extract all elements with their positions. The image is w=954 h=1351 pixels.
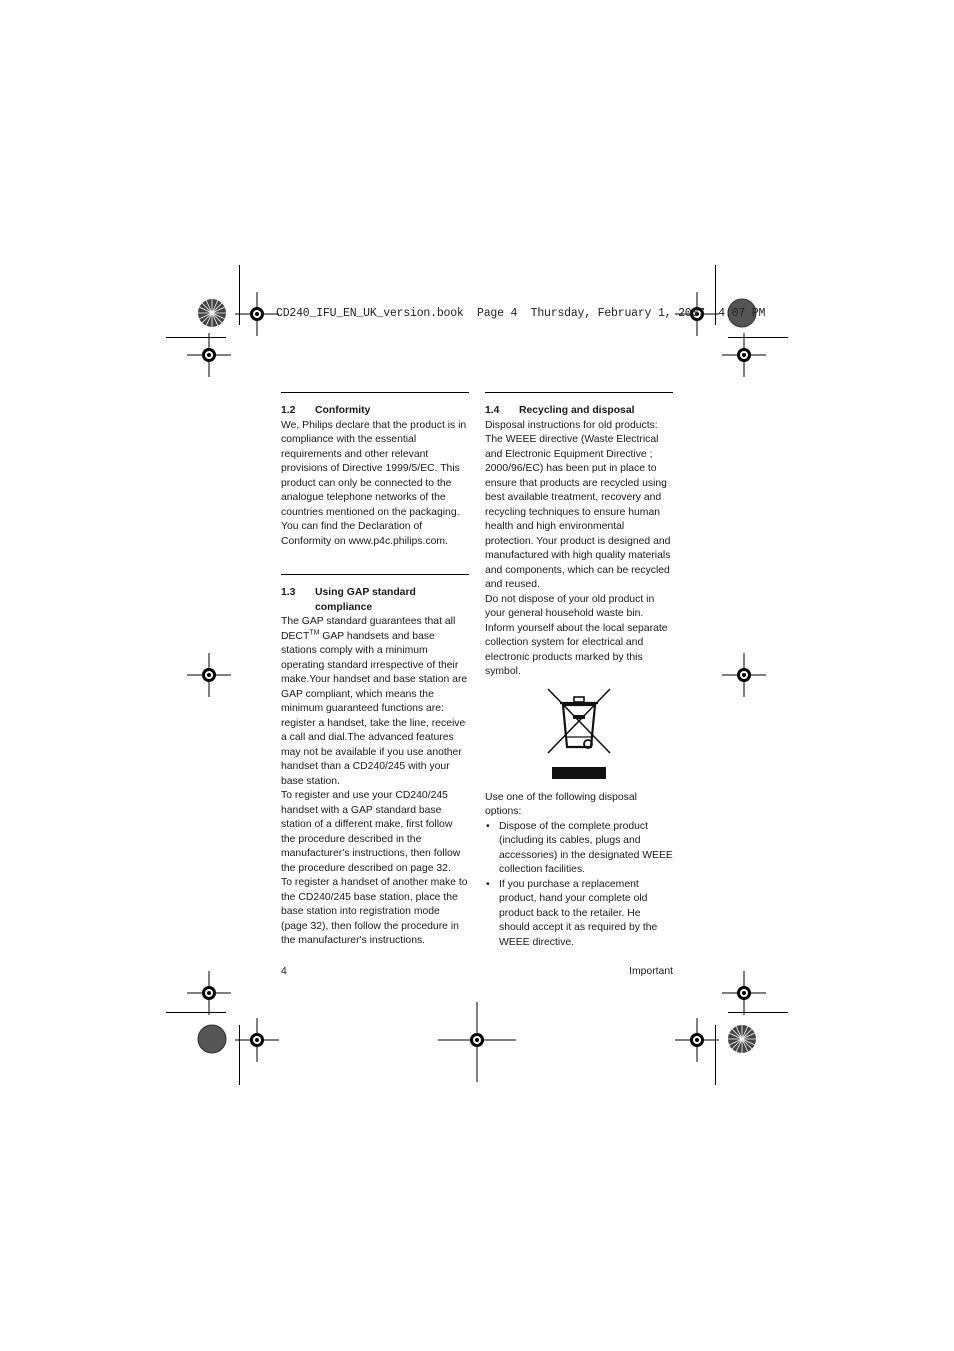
- text-run: GAP handsets and base stations comply with a minimum operating standard irrespective of their make.Your handset and base station are GAP compliant, which means the minimum guaranteed functions are:: [281, 630, 468, 714]
- section-title: Recycling and disposal: [519, 405, 635, 416]
- star-target-icon: [727, 1024, 757, 1054]
- bullet: •: [486, 820, 490, 832]
- left-column: [281, 392, 469, 949]
- registration-mark-icon: [235, 292, 279, 336]
- bullet: •: [486, 878, 490, 890]
- print-header: CD240_IFU_EN_UK_version.book Page 4 Thursday, February 1, 2007 4:07 PM: [276, 307, 766, 320]
- section-rule: [485, 392, 673, 393]
- registration-mark-icon: [675, 1018, 719, 1062]
- registration-mark-icon: [722, 971, 766, 1015]
- section-number: 1.3: [281, 587, 296, 598]
- registration-mark-icon: [187, 971, 231, 1015]
- registration-mark-icon: [235, 1018, 279, 1062]
- list-item-text: If you purchase a replacement product, hand your complete old product back to the retailer. He should accept it as required by the WEEE directive.: [499, 878, 658, 948]
- section-number: 1.4: [485, 405, 500, 416]
- section-title: Conformity: [315, 405, 371, 416]
- section-heading-conformity: [281, 404, 469, 419]
- list-item: [485, 820, 673, 878]
- registration-mark-icon: [722, 653, 766, 697]
- text-run: The GAP standard guarantees that all DECT: [281, 616, 456, 642]
- section-number: 1.2: [281, 405, 296, 416]
- paragraph: We, Philips declare that the product is in compliance with the essential requirements and other relevant provisions of Directive 1999/5/EC. This product can only be connected to the analogue telephone networks of the countries mentioned on the packaging.: [281, 419, 467, 518]
- paragraph: You can find the Declaration of Conformity on www.p4c.philips.com.: [281, 521, 448, 547]
- paragraph: register a handset, take the line, receive a call and dial.The advanced features may not be available if you use another handset than a CD240/245 with your base station.: [281, 717, 466, 787]
- paragraph: To register and use your CD240/245 handset with a GAP standard base station of a different make, first follow the procedure described in the manufacturer's instructions, then follow the procedure described on page 32.: [281, 790, 461, 874]
- section-title: Using GAP standard compliance: [315, 587, 416, 613]
- paragraph: Inform yourself about the local separate collection system for electrical and electronic products marked by this symbol.: [485, 622, 668, 677]
- page-number: 4: [281, 966, 287, 977]
- registration-mark-icon: [722, 333, 766, 377]
- section-rule: [281, 574, 469, 575]
- halftone-target-icon: [197, 1024, 227, 1054]
- section-heading-gap: [281, 586, 469, 615]
- registration-mark-icon: [438, 1002, 516, 1082]
- section-heading-recycling: [485, 404, 673, 419]
- right-column: [485, 392, 673, 950]
- list-item: [485, 878, 673, 951]
- list-item-text: Dispose of the complete product (including its cables, plugs and accessories) in the designated WEEE collection facilities.: [499, 820, 673, 875]
- star-target-icon: [197, 298, 227, 328]
- section-rule: [281, 392, 469, 393]
- paragraph: Do not dispose of your old product in your general household waste bin.: [485, 593, 655, 619]
- crossed-out-wheeled-bin-icon: [546, 687, 612, 781]
- superscript: TM: [309, 629, 320, 637]
- paragraph: Disposal instructions for old products: The WEEE directive (Waste Electrical and Electronic Equipment Directive ; 2000/96/EC) has been put in place to ensure that products are recycled using best available treatment, recovery and recycling techniques to ensure human health and high environmental protection. Your product is designed and manufactured with high quality materials and components, which can be recycled and reused.: [485, 419, 671, 590]
- registration-mark-icon: [187, 653, 231, 697]
- disposal-options-list: [485, 820, 673, 951]
- registration-mark-icon: [187, 333, 231, 377]
- paragraph: Use one of the following disposal options:: [485, 791, 637, 817]
- paragraph: [281, 615, 469, 717]
- paragraph: To register a handset of another make to the CD240/245 base station, place the base station into registration mode (page 32), then follow the procedure in the manufacturer's instructions.: [281, 877, 468, 946]
- footer-section-name: Important: [629, 966, 673, 977]
